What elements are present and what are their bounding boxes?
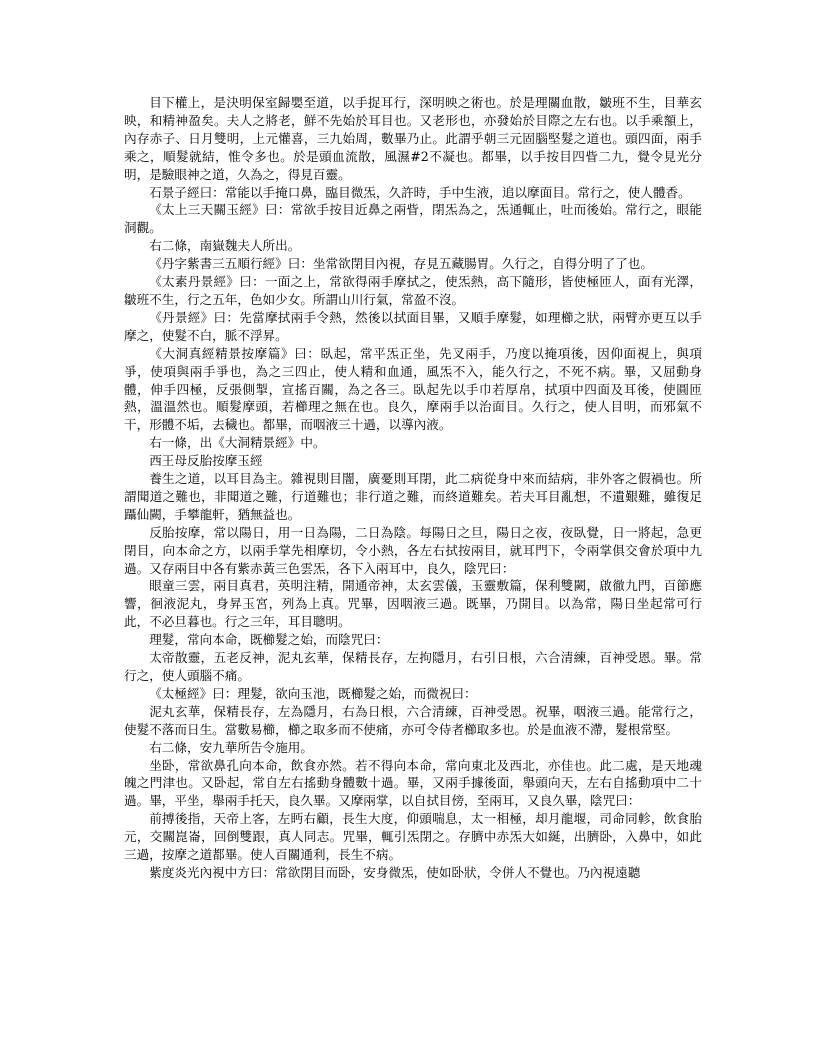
paragraph-18: 右二條，安九華所告令施用。 [149, 739, 313, 755]
paragraph-19: 坐卧，常欲鼻孔向本命，飲食亦然。若不得向本命，常向東北及西北，亦佳也。此二處，是天地魂魄之門津也。又卧起，常自左右搖動身體數十過。畢，又兩手據後面，舉頭向天，左右自搖動項中二十過。畢，平坐，舉兩手托天，良久畢。又摩兩掌，以自拭目傍，至兩耳，又良久畢，陰咒曰： [124, 757, 702, 809]
paragraph-21: 紫度炎光內視中方曰：常欲閉目而卧，安身微炁，使如卧狀，令併人不覺也。乃內視遠聽 [149, 864, 641, 880]
paragraph-17: 泥丸玄華，保精長存，左為隱月，右為日根，六合清練，百神受恩。祝畢，咽液三過。能常行之，使髮不落而日生。當數易櫛，櫛之取多而不使痛，亦可令侍者櫛取多也。於是血液不滯，髮根常堅。 [124, 703, 702, 737]
paragraph-9: 右一條，出《大洞精景經》中。 [149, 435, 326, 451]
paragraph-3: 《太上三天關玉經》曰：常欲手按目近鼻之兩眥，閉炁為之，炁通輒止，吐而後始。常行之，眼能洞觀。 [124, 202, 702, 236]
paragraph-7: 《丹景經》曰：先當摩拭兩手令熱，然後以拭面目畢，又順手摩髮，如理櫛之狀，兩臂亦更互以手摩之，使髮不白，脈不浮昇。 [124, 309, 702, 343]
paragraph-20: 前搏後指，天帝上客，左眄右顧，長生大度，仰頭喘息，太一相極，却月龍堰，司命同軫，飲食胎元，交關崑崙，回倒雙跟，真人同志。咒畢，輒引炁閉之。存臍中赤炁大如綖，出臍卧，入鼻中，如此三過，按摩之道都畢。使人百關通利，長生不病。 [124, 811, 702, 863]
section-title: 西王母反胎按摩玉經 [149, 453, 263, 469]
paragraph-13: 眼童三雲，兩目真君，英明注精，開通帝神，太玄雲儀，玉靈敷篇，保利雙闕，啟徹九門，百節應響，徊液泥丸，身昇玉宮，列為上真。咒畢，因咽液三過。既畢，乃開目。以為常，陽日坐起常可行此，不必旦暮也。行之三年，耳目聰明。 [124, 578, 702, 630]
paragraph-6: 《太素丹景經》曰：一面之上，常欲得兩手摩拭之，使炁熱，高下隨形，皆使極匝人，面有光澤，皺班不生，行之五年，色如少女。所謂山川行氣，常盈不沒。 [124, 274, 702, 307]
paragraph-16: 《太極經》曰：理髮，欲向玉池，既櫛髮之始，而微祝曰： [149, 685, 477, 701]
paragraph-12: 反胎按摩，常以陽日，用一日為陽，二日為陰。每陽日之旦，陽日之夜，夜臥覺，日一將起，急更閉目，向本命之方，以兩手掌先相摩切，令小熱，各左右拭按兩目，就耳門下，令兩掌俱交會於項中九過。又存兩目中各有紫赤黃三色雲炁，各下入兩耳中，良久，陰咒曰： [124, 524, 702, 576]
document-page [124, 94, 702, 882]
paragraph-14: 理髮，常向本命，既櫛髮之始，而陰咒曰： [149, 632, 389, 648]
paragraph-8: 《大洞真經精景按摩篇》曰：臥起，常平炁正坐，先叉兩手，乃度以掩項後，因仰面視上，與項爭，使項與兩手爭也，為之三四止，使人精和血通，風炁不入，能久行之，不死不病。畢，又屈動身體，伸手四極，反張側掣，宣搖百關，為之各三。臥起先以手巾若厚帛，拭項中四面及耳後，使圓匝熱，溫溫然也。順髮摩頭，若櫛理之無在也。良久，摩兩手以治面目。久行之，使人目明，而邪氣不干，形體不垢，去穢也。都畢，而咽液三十過，以導內液。 [124, 345, 702, 433]
paragraph-2: 石景子經曰：常能以手掩口鼻，臨目微炁，久許時，手中生液，追以摩面目。常行之，使人體香。 [149, 184, 691, 200]
paragraph-4: 右二條，南嶽魏夫人所出。 [149, 238, 301, 254]
paragraph-11: 養生之道，以耳目為主。雜視則目闇，廣憂則耳閉，此二病從身中來而結病，非外客之假禍也。所謂聞道之難也，非聞道之難，行道難也；非行道之難，而終道難矣。若夫耳目亂想，不遺艱難，雖復足躡仙闕，手攀龍軒，猶無益也。 [124, 471, 702, 522]
paragraph-1: 目下權上，是決明保室歸嬰至道，以手捉耳行，深明映之術也。於是理關血散，皺班不生，目華玄映，和精神盈矣。夫人之將老，鮮不先始於耳目也。又老形也，亦發始於目際之左右也。以手乘額上，內存赤子、日月雙明，上元懽喜，三九始周，數畢乃止。此謂乎朝三元固腦堅髮之道也。頭四面，兩手乘之，順髮就結，惟令多也。於是頭血流散，風濕#2不凝也。都畢，以手按目四眥二九，覺令見光分明，是驗眼神之道，久為之，得見百靈。 [124, 95, 702, 182]
paragraph-15: 太帝散靈，五老反神，泥丸玄華，保精長存，左拘隱月，右引日根，六合清練，百神受恩。畢。常行之，使人頭腦不痛。 [124, 650, 702, 683]
paragraph-5: 《丹字紫書三五順行經》曰：坐常欲閉目內視，存見五藏腸胃。久行之，自得分明了了也。 [149, 256, 653, 272]
